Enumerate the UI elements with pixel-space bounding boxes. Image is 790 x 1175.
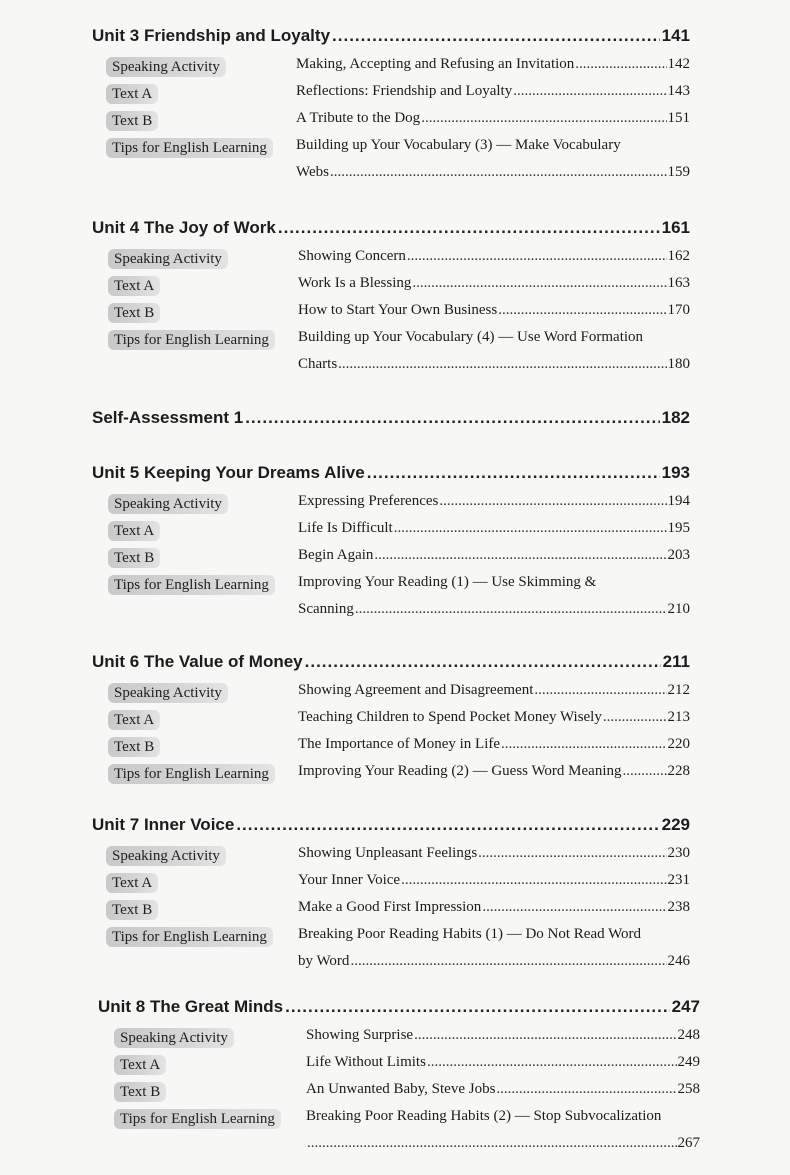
toc-entry-continuation-row: [0, 1135, 790, 1157]
section-label: Text B: [108, 303, 160, 323]
dot-leader: [307, 1135, 677, 1152]
dot-leader: [575, 56, 666, 73]
section-label: Speaking Activity: [106, 57, 226, 77]
entry-title[interactable]: The Importance of Money in Life: [298, 736, 501, 752]
dot-leader: [394, 520, 667, 537]
toc-entry-row: [0, 137, 790, 159]
toc-entry[interactable]: [298, 682, 690, 704]
dot-leader: [401, 872, 666, 889]
unit-heading[interactable]: [98, 997, 700, 1019]
toc-entry-continuation[interactable]: [298, 601, 690, 623]
section-label: Speaking Activity: [108, 683, 228, 703]
toc-entry-continuation[interactable]: [298, 953, 690, 975]
unit-page-number: 229: [661, 815, 690, 834]
entry-page-number: 258: [677, 1081, 700, 1097]
entry-title[interactable]: Building up Your Vocabulary (4) — Use Word Formation: [298, 329, 644, 345]
unit-heading[interactable]: [92, 463, 690, 485]
toc-entry-continuation[interactable]: [306, 1135, 700, 1157]
toc-entry-row: [0, 1081, 790, 1103]
toc-entry[interactable]: [306, 1081, 700, 1103]
entry-page-number: 195: [667, 520, 690, 536]
section-label: Text A: [114, 1055, 166, 1075]
entry-title[interactable]: Make a Good First Impression: [298, 899, 482, 915]
toc-entry-continuation[interactable]: [298, 356, 690, 378]
section-label: Text A: [108, 276, 160, 296]
section-label: Speaking Activity: [106, 846, 226, 866]
entry-page-number: 220: [667, 736, 690, 752]
toc-entry-continuation-row: [0, 953, 790, 975]
section-label: Tips for English Learning: [108, 764, 275, 784]
unit-page-number: 141: [661, 26, 690, 45]
entry-title[interactable]: Showing Unpleasant Feelings: [298, 845, 478, 861]
entry-page-number: 231: [667, 872, 690, 888]
entry-page-number: 248: [677, 1027, 700, 1043]
entry-title[interactable]: Improving Your Reading (1) — Use Skimming &: [298, 574, 597, 590]
toc-entry-row: [0, 275, 790, 297]
unit-title[interactable]: Unit 5 Keeping Your Dreams Alive: [92, 463, 365, 482]
entry-title-continuation[interactable]: by Word: [298, 953, 350, 969]
unit-heading[interactable]: [92, 652, 690, 674]
dot-leader: [501, 736, 666, 753]
toc-entry-continuation-row: [0, 164, 790, 186]
entry-page-number: 143: [667, 83, 690, 99]
toc-entry-row: [0, 110, 790, 132]
toc-entry[interactable]: [298, 899, 690, 921]
toc-entry[interactable]: [298, 736, 690, 758]
dot-leader: [496, 1081, 676, 1098]
toc-entry[interactable]: [306, 1054, 700, 1076]
unit-title[interactable]: Unit 3 Friendship and Loyalty: [92, 26, 331, 45]
toc-entry-row: [0, 493, 790, 515]
dot-leader: [603, 709, 667, 726]
entry-title[interactable]: Improving Your Reading (2) — Guess Word Meaning: [298, 763, 622, 779]
entry-page-number: 162: [667, 248, 690, 264]
entry-title[interactable]: Breaking Poor Reading Habits (2) — Stop Subvocalization: [306, 1108, 662, 1124]
toc-entry[interactable]: [298, 926, 690, 948]
toc-entry[interactable]: [298, 763, 690, 785]
toc-entry-row: [0, 248, 790, 270]
section-label: Text B: [108, 548, 160, 568]
toc-entry-row: [0, 1027, 790, 1049]
entry-title[interactable]: Showing Surprise: [306, 1027, 414, 1043]
toc-entry-row: [0, 520, 790, 542]
toc-entry-row: [0, 845, 790, 867]
dot-leader: [367, 463, 660, 483]
section-label: Text A: [106, 873, 158, 893]
toc-entry-row: [0, 682, 790, 704]
unit-title[interactable]: Unit 7 Inner Voice: [92, 815, 235, 834]
toc-entry[interactable]: [298, 493, 690, 515]
toc-entry[interactable]: [298, 275, 690, 297]
entry-page-number: 142: [667, 56, 690, 72]
dot-leader: [414, 1027, 676, 1044]
toc-entry[interactable]: [306, 1027, 700, 1049]
dot-leader: [236, 815, 659, 835]
section-label: Text B: [108, 737, 160, 757]
dot-leader: [482, 899, 666, 916]
dot-leader: [374, 547, 666, 564]
dot-leader: [332, 26, 660, 46]
unit-title[interactable]: Unit 4 The Joy of Work: [92, 218, 276, 237]
section-label: Text A: [106, 84, 158, 104]
toc-entry[interactable]: [296, 83, 690, 105]
entry-title[interactable]: Life Is Difficult: [298, 520, 393, 536]
toc-entry[interactable]: [298, 248, 690, 270]
entry-title[interactable]: Building up Your Vocabulary (3) — Make Vocabulary: [296, 137, 621, 153]
toc-entry-row: [0, 302, 790, 324]
toc-entry-continuation[interactable]: [296, 164, 690, 186]
toc-entry-row: [0, 1054, 790, 1076]
toc-entry-continuation-row: [0, 356, 790, 378]
section-label: Text B: [114, 1082, 166, 1102]
unit-page-number: 193: [661, 463, 690, 482]
entry-page-number: 267: [677, 1135, 700, 1151]
toc-entry-row: [0, 329, 790, 351]
unit-heading[interactable]: [92, 218, 690, 240]
unit-heading[interactable]: [92, 408, 690, 430]
entry-title[interactable]: Showing Agreement and Disagreement: [298, 682, 534, 698]
section-label: Speaking Activity: [108, 494, 228, 514]
unit-page-number: 211: [662, 652, 690, 671]
toc-entry-row: [0, 83, 790, 105]
toc-entry-row: [0, 926, 790, 948]
toc-entry[interactable]: [298, 574, 690, 596]
entry-page-number: 246: [667, 953, 690, 969]
entry-title-continuation[interactable]: Charts: [298, 356, 338, 372]
entry-title[interactable]: Life Without Limits: [306, 1054, 426, 1070]
dot-leader: [498, 302, 666, 319]
dot-leader: [245, 408, 659, 428]
toc-entry[interactable]: [296, 137, 690, 159]
unit-heading[interactable]: [92, 26, 690, 48]
entry-page-number: 163: [667, 275, 690, 291]
unit-heading[interactable]: [92, 815, 690, 837]
entry-page-number: 238: [667, 899, 690, 915]
entry-page-number: 203: [667, 547, 690, 563]
unit-title[interactable]: Self-Assessment 1: [92, 408, 244, 427]
entry-page-number: 180: [667, 356, 690, 372]
toc-entry-row: [0, 574, 790, 596]
toc-entry[interactable]: [298, 872, 690, 894]
entry-page-number: 213: [667, 709, 690, 725]
section-label: Tips for English Learning: [114, 1109, 281, 1129]
entry-page-number: 159: [667, 164, 690, 180]
dot-leader: [412, 275, 666, 292]
entry-title[interactable]: Teaching Children to Spend Pocket Money Wisely: [298, 709, 602, 725]
entry-title-continuation[interactable]: Scanning: [298, 601, 354, 617]
entry-page-number: 151: [667, 110, 690, 126]
unit-page-number: 161: [661, 218, 690, 237]
entry-title[interactable]: Breaking Poor Reading Habits (1) — Do Not Read Word: [298, 926, 642, 942]
entry-page-number: 228: [667, 763, 690, 779]
entry-title[interactable]: Your Inner Voice: [298, 872, 401, 888]
entry-title[interactable]: A Tribute to the Dog: [296, 110, 421, 126]
entry-title[interactable]: How to Start Your Own Business: [298, 302, 498, 318]
dot-leader: [427, 1054, 677, 1071]
entry-page-number: 170: [667, 302, 690, 318]
dot-leader: [534, 682, 666, 699]
dot-leader: [513, 83, 666, 100]
dot-leader: [278, 218, 660, 238]
section-label: Text B: [106, 900, 158, 920]
entry-page-number: 249: [677, 1054, 700, 1070]
toc-entry-row: [0, 1108, 790, 1130]
entry-title[interactable]: An Unwanted Baby, Steve Jobs: [306, 1081, 496, 1097]
dot-leader: [350, 953, 666, 970]
toc-entry-row: [0, 763, 790, 785]
toc-entry[interactable]: [296, 110, 690, 132]
unit-title[interactable]: Unit 6 The Value of Money: [92, 652, 303, 671]
toc-entry[interactable]: [298, 845, 690, 867]
unit-title[interactable]: Unit 8 The Great Minds: [98, 997, 284, 1016]
dot-leader: [305, 652, 661, 672]
entry-page-number: 210: [667, 601, 690, 617]
entry-page-number: 194: [667, 493, 690, 509]
entry-title[interactable]: Begin Again: [298, 547, 374, 563]
toc-entry-row: [0, 547, 790, 569]
dot-leader: [407, 248, 667, 265]
dot-leader: [355, 601, 667, 618]
entry-title[interactable]: Expressing Preferences: [298, 493, 439, 509]
toc-entry[interactable]: [298, 329, 690, 351]
section-label: Text B: [106, 111, 158, 131]
toc-entry[interactable]: [296, 56, 690, 78]
dot-leader: [439, 493, 666, 510]
dot-leader: [478, 845, 666, 862]
entry-title[interactable]: Work Is a Blessing: [298, 275, 412, 291]
entry-page-number: 230: [667, 845, 690, 861]
toc-entry-row: [0, 709, 790, 731]
dot-leader: [330, 164, 667, 181]
entry-title[interactable]: Showing Concern: [298, 248, 406, 264]
section-label: Tips for English Learning: [108, 575, 275, 595]
toc-entry[interactable]: [298, 709, 690, 731]
section-label: Tips for English Learning: [106, 138, 273, 158]
toc-entry-row: [0, 56, 790, 78]
entry-title[interactable]: Reflections: Friendship and Loyalty: [296, 83, 513, 99]
dot-leader: [623, 763, 667, 780]
toc-entry[interactable]: [298, 547, 690, 569]
section-label: Speaking Activity: [114, 1028, 234, 1048]
dot-leader: [421, 110, 666, 127]
section-label: Tips for English Learning: [108, 330, 275, 350]
toc-entry-row: [0, 872, 790, 894]
entry-title-continuation[interactable]: Webs: [296, 164, 329, 180]
entry-title[interactable]: Making, Accepting and Refusing an Invitation: [296, 56, 575, 72]
toc-entry-row: [0, 736, 790, 758]
dot-leader: [285, 997, 669, 1017]
section-label: Tips for English Learning: [106, 927, 273, 947]
section-label: Text A: [108, 710, 160, 730]
section-label: Speaking Activity: [108, 249, 228, 269]
toc-entry[interactable]: [306, 1108, 700, 1130]
unit-page-number: 182: [661, 408, 690, 427]
entry-page-number: 212: [667, 682, 690, 698]
toc-entry-row: [0, 899, 790, 921]
dot-leader: [338, 356, 666, 373]
toc-entry[interactable]: [298, 302, 690, 324]
toc-entry[interactable]: [298, 520, 690, 542]
section-label: Text A: [108, 521, 160, 541]
unit-page-number: 247: [671, 997, 700, 1016]
toc-entry-continuation-row: [0, 601, 790, 623]
